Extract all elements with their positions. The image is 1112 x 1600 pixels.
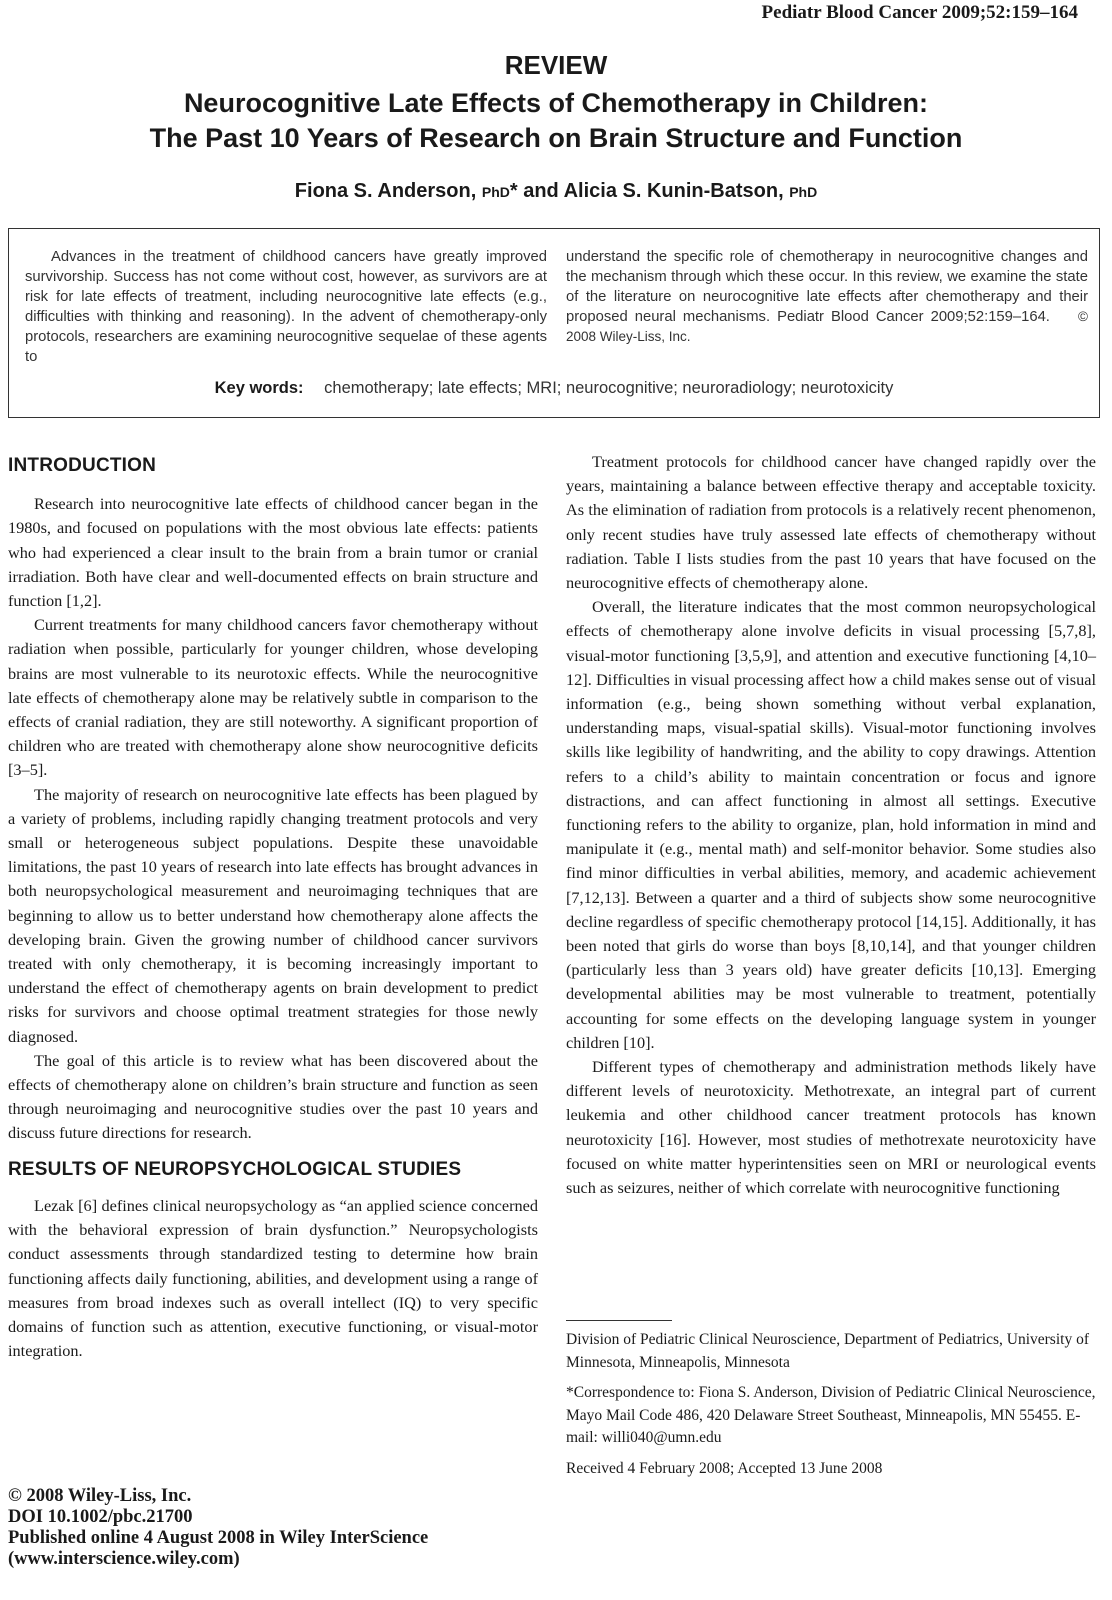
title-line-2: The Past 10 Years of Research on Brain Structure and Function bbox=[149, 123, 963, 153]
publication-doi: DOI 10.1002/pbc.21700 bbox=[8, 1507, 193, 1527]
intro-paragraph-4: The goal of this article is to review what has been discovered about the effects of chemotherapy alone on children’s brain structure and function as seen through neuroimaging and neurocognitive studies over the past 10 years and discuss future directions for research. bbox=[8, 1050, 538, 1143]
author-2-degree: PhD bbox=[789, 184, 818, 200]
body-right-column bbox=[566, 450, 1096, 1200]
correspondence-note: *Correspondence to: Fiona S. Anderson, Division of Pediatric Clinical Neuroscience, Mayo Mail Code 486, 420 Delaware Street Southeast, Minneapolis, MN 55455. E-mail: willi040@umn.edu bbox=[566, 1384, 1096, 1446]
affiliation-note: Division of Pediatric Clinical Neuroscience, Department of Pediatrics, University of Minnesota, Minneapolis, Minnesota bbox=[566, 1331, 1089, 1371]
keywords-label: Key words: bbox=[214, 379, 304, 397]
publication-info bbox=[8, 1486, 428, 1570]
author-line bbox=[0, 180, 1112, 203]
abstract-copyright: © 2008 Wiley-Liss, Inc. bbox=[566, 309, 1088, 344]
right-paragraph-3: Different types of chemotherapy and administration methods likely have different levels of neurotoxicity. Methotrexate, an integral part of current leukemia and other childhood cancer treatment protocols has known neurotoxicity [16]. However, most studies of methotrexate neurotoxicity have focused on white matter hyperintensities seen on MRI or neurological events such as seizures, neither of which correlate with neurocognitive functioning bbox=[566, 1057, 1096, 1198]
right-paragraph-1: Treatment protocols for childhood cancer have changed rapidly over the years, maintaining a balance between effective therapy and acceptable toxicity. As the elimination of radiation from protocols is a relatively recent phenomenon, only recent studies have truly assessed late effects of chemotherapy without radiation. Table I lists studies from the past 10 years that have focused on the neurocognitive effects of chemotherapy alone. bbox=[566, 452, 1096, 593]
body-left-column bbox=[8, 450, 538, 1363]
results-paragraph-1: Lezak [6] defines clinical neuropsychology as “an applied science concerned with the behavioral expression of brain dysfunction.” Neuropsychologists conduct assessments through standardized testing to determine how brain functioning affects daily functioning, abilities, and development using a range of measures from broad indexes such as overall intellect (IQ) to very specific domains of function such as attention, executive functioning, or visual-motor integration. bbox=[8, 1195, 538, 1361]
keywords-line bbox=[9, 379, 1099, 398]
title-line-1: Neurocognitive Late Effects of Chemotherapy in Children: bbox=[183, 88, 929, 118]
right-paragraph-2: Overall, the literature indicates that the most common neuropsychological effects of chemotherapy alone involve deficits in visual processing [5,7,8], visual-motor functioning [3,5,9], and attention and executive functioning [4,10–12]. Difficulties in visual processing affect how a child makes sense out of visual information (e.g., being shown something without verbal explanation, understanding maps, visual-spatial skills). Visual-motor functioning involves skills like legibility of handwriting, and the ability to copy drawings. Attention refers to a child’s ability to maintain concentration or focus and ignore distractions, and can affect functioning in almost all settings. Executive functioning refers to the ability to organize, plan, hold information in mind and manipulate it (e.g., mental math) and self-monitor behavior. Some studies also find minor difficulties in verbal abilities, memory, and academic achievement [7,12,13]. Between a quarter and a third of subjects show some neurocognitive decline regardless of specific chemotherapy protocol [14,15]. Additionally, it has been noted that girls do worse than boys [8,10,14], and that younger children (particularly less than 3 years old) have greater deficits [10,13]. Emerging developmental abilities may be most vulnerable to treatment, potentially accounting for some effects on the developing language system in younger children [10]. bbox=[566, 597, 1096, 1052]
results-heading: RESULTS OF NEUROPSYCHOLOGICAL STUDIES bbox=[8, 1158, 462, 1180]
author-1-degree: PhD bbox=[481, 184, 510, 200]
article-type-label: REVIEW bbox=[504, 50, 608, 80]
intro-paragraph-2: Current treatments for many childhood cancers favor chemotherapy without radiation when possible, particularly for younger children, whose developing brains are most vulnerable to its neurotoxic effects. While the neurocognitive late effects of chemotherapy alone may be relatively subtle in comparison to the effects of cranial radiation, they are still noteworthy. A significant proportion of children who are treated with chemotherapy alone show neurocognitive deficits [3–5]. bbox=[8, 615, 538, 780]
publication-online: Published online 4 August 2008 in Wiley InterScience bbox=[8, 1528, 429, 1548]
footnote-divider bbox=[566, 1320, 672, 1321]
publication-copyright: © 2008 Wiley-Liss, Inc. bbox=[8, 1486, 192, 1506]
author-2-name: Alicia S. Kunin-Batson, bbox=[563, 180, 784, 202]
author-1-name: Fiona S. Anderson, bbox=[294, 180, 477, 202]
abstract-box bbox=[8, 228, 1100, 418]
abstract-left-column: Advances in the treatment of childhood cancers have greatly improved survivorship. Success has not come without cost, however, as survivors are at risk for late effects of treatment, including neurocognitive late effects (e.g., difficulties with thinking and reasoning). In the advent of chemotherapy-only protocols, researchers are examining neurocognitive sequelae of these agents to bbox=[25, 249, 547, 365]
abstract-right-text: understand the specific role of chemotherapy in neurocognitive changes and the mechanism through which these occur. In this review, we examine the state of the literature on neurocognitive late effects after chemotherapy and their proposed neural mechanisms. Pediatr Blood Cancer 2009;52:159–164. bbox=[566, 249, 1088, 325]
intro-paragraph-3: The majority of research on neurocognitive late effects has been plagued by a variety of problems, including rapidly changing treatment protocols and very small or heterogeneous subject populations. Despite these unavoidable limitations, the past 10 years of research into late effects has brought advances in both neuropsychological measurement and neuroimaging techniques that are beginning to allow us to better understand how chemotherapy alone affects the developing brain. Given the growing number of childhood cancer survivors treated with only chemotherapy, it is becoming increasingly important to understand the effect of chemotherapy agents on brain development to predict risks for survivors and choose optimal treatment strategies for those newly diagnosed. bbox=[8, 784, 538, 1046]
correspondence-mark: * bbox=[509, 180, 518, 202]
received-note: Received 4 February 2008; Accepted 13 June 2008 bbox=[566, 1459, 883, 1477]
introduction-heading: INTRODUCTION bbox=[8, 455, 157, 476]
publication-url[interactable]: (www.interscience.wiley.com) bbox=[8, 1549, 240, 1569]
journal-reference: Pediatr Blood Cancer 2009;52:159–164 bbox=[761, 2, 1078, 23]
abstract-right-column bbox=[566, 247, 1088, 347]
keywords-list: chemotherapy; late effects; MRI; neurocognitive; neuroradiology; neurotoxicity bbox=[324, 379, 894, 397]
intro-paragraph-1: Research into neurocognitive late effects of childhood cancer began in the 1980s, and focused on populations with the most obvious late effects: patients who had experienced a clear insult to the brain from a brain tumor or cranial irradiation. Both have clear and well-documented effects on brain structure and function [1,2]. bbox=[8, 494, 538, 611]
author-connector: and bbox=[523, 180, 559, 202]
footnotes bbox=[566, 1320, 1096, 1488]
article-title bbox=[0, 86, 1112, 156]
